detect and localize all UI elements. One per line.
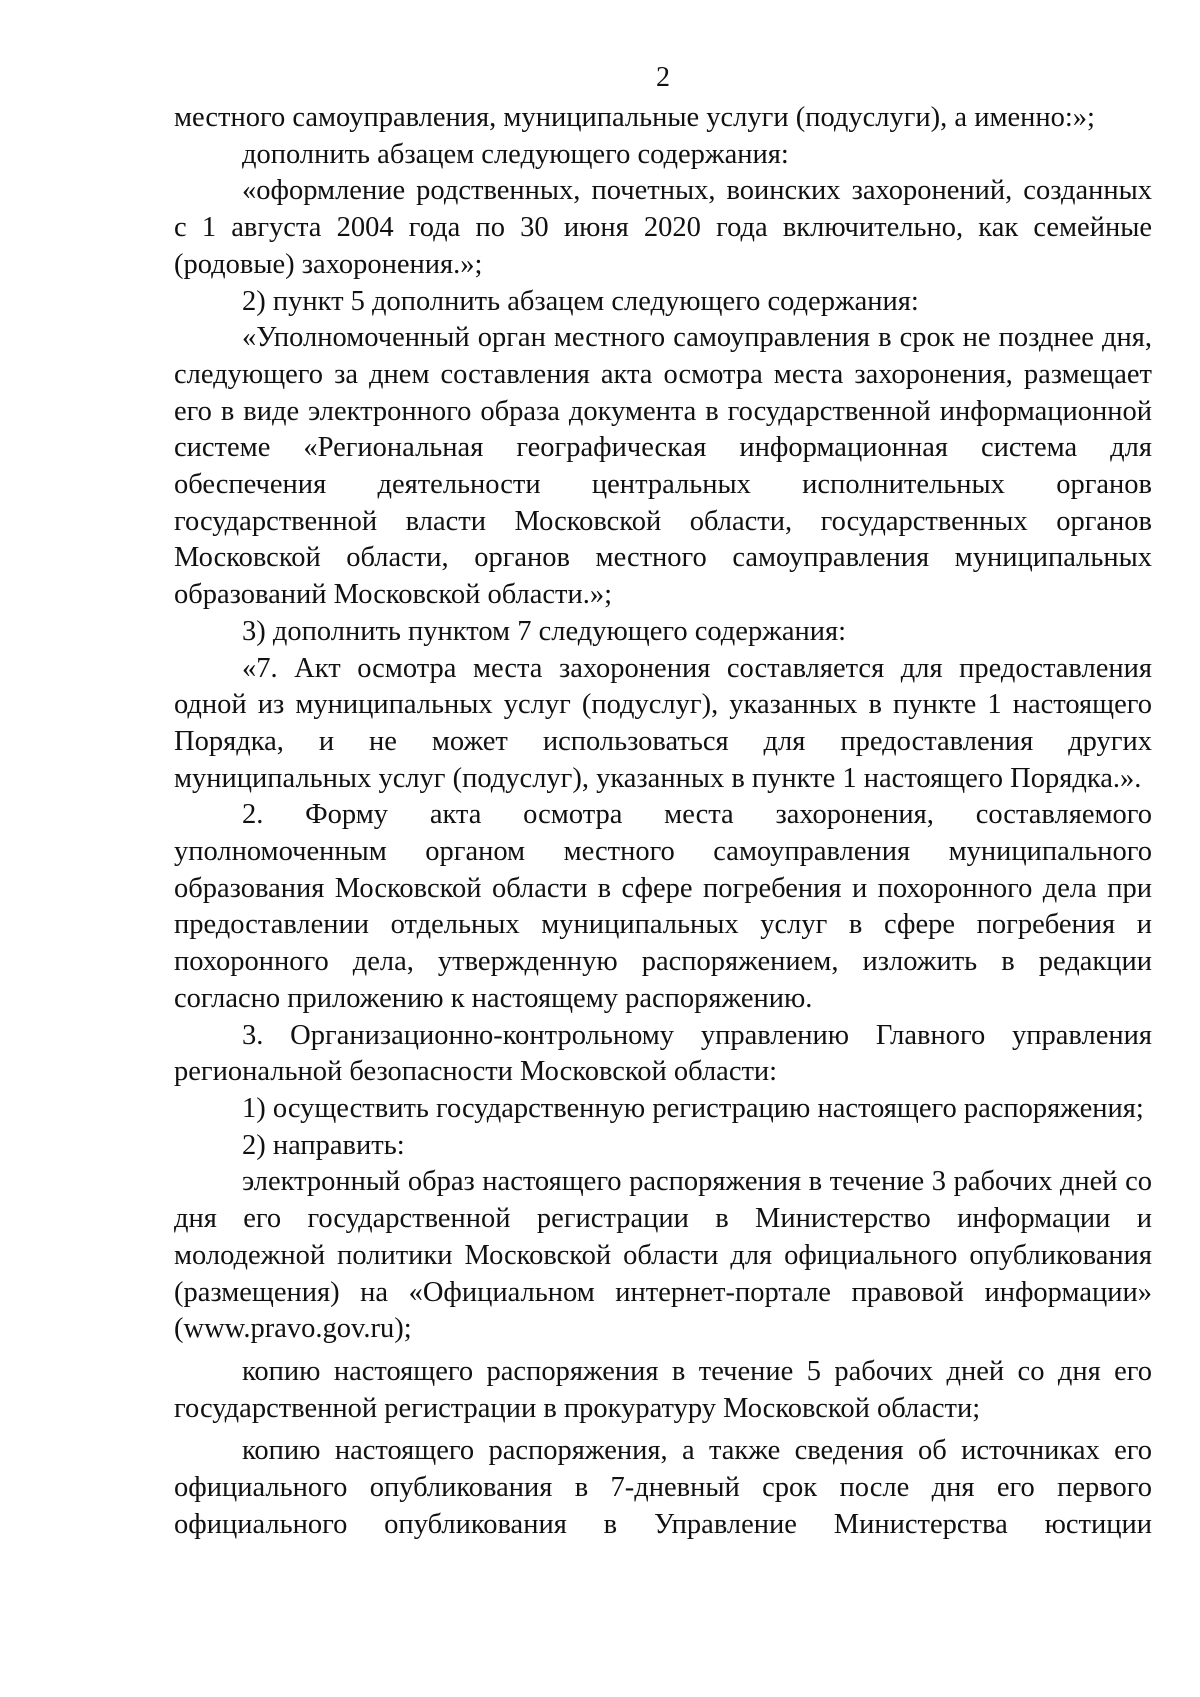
paragraph-3: «оформление родственных, почетных, воинских захоронений, созданных с 1 августа 2004 года по 30 июня 2020 года включительно, как семейные (родовые) захоронения.»; — [174, 175, 1152, 280]
paragraph-10: 1) осуществить государственную регистрацию настоящего распоряжения; — [242, 1092, 1144, 1124]
paragraph-8: 2. Форму акта осмотра места захоронения, составляемого уполномоченным органом местного самоуправления муниципального образования Московской области в сфере погребения и похоронного дела при предоставлении отдельных муниципальных услуг в сфере погребения и похоронного дела, утвержденную распоряжением, изложить в редакции согласно приложению к настоящему распоряжению. — [174, 799, 1152, 1014]
paragraph-2: дополнить абзацем следующего содержания: — [242, 138, 789, 170]
paragraph-5: «Уполномоченный орган местного самоуправления в срок не позднее дня, следующего за днем составления акта осмотра места захоронения, размещает его в виде электронного образа документа в государственной информационной системе «Региональная географическая информационная система для обеспечения деятельности центральных исполнительных органов государственной власти Московской области, государственных органов Московской области, органов местного самоуправления муниципальных образований Московской области.»; — [174, 322, 1152, 611]
paragraph-1: местного самоуправления, муниципальные услуги (подуслуги), а именно:»; — [174, 102, 1095, 133]
paragraph-7: «7. Акт осмотра места захоронения составляется для предоставления одной из муниципальных услуг (подуслуг), указанных в пункте 1 настоящего Порядка, и не может использоваться для предоставления других муниципальных услуг (подуслуг), указанных в пункте 1 настоящего Порядка.». — [174, 652, 1152, 794]
paragraph-14: копию настоящего распоряжения, а также сведения об источниках его официального опубликования в 7-дневный срок после дня его первого официального опубликования в Управление Министерства юстиции — [174, 1435, 1152, 1540]
paragraph-12: электронный образ настоящего распоряжения в течение 3 рабочих дней со дня его государственной регистрации в Министерство информации и молодежной политики Московской области для официального опубликования (размещения) на «Официальном интернет-портале правовой информации» (www.pravo.gov.ru); — [174, 1166, 1152, 1345]
paragraph-4: 2) пункт 5 дополнить абзацем следующего содержания: — [242, 285, 919, 317]
paragraph-11: 2) направить: — [242, 1129, 405, 1161]
paragraph-13: копию настоящего распоряжения в течение 5 рабочих дней со дня его государственной регистрации в прокуратуру Московской области; — [174, 1355, 1152, 1424]
page-number: 2 — [656, 62, 670, 93]
document-page — [174, 60, 1152, 1543]
paragraph-9: 3. Организационно-контрольному управлению Главного управления региональной безопасности Московской области: — [174, 1019, 1152, 1088]
paragraph-6: 3) дополнить пунктом 7 следующего содержания: — [242, 615, 847, 647]
